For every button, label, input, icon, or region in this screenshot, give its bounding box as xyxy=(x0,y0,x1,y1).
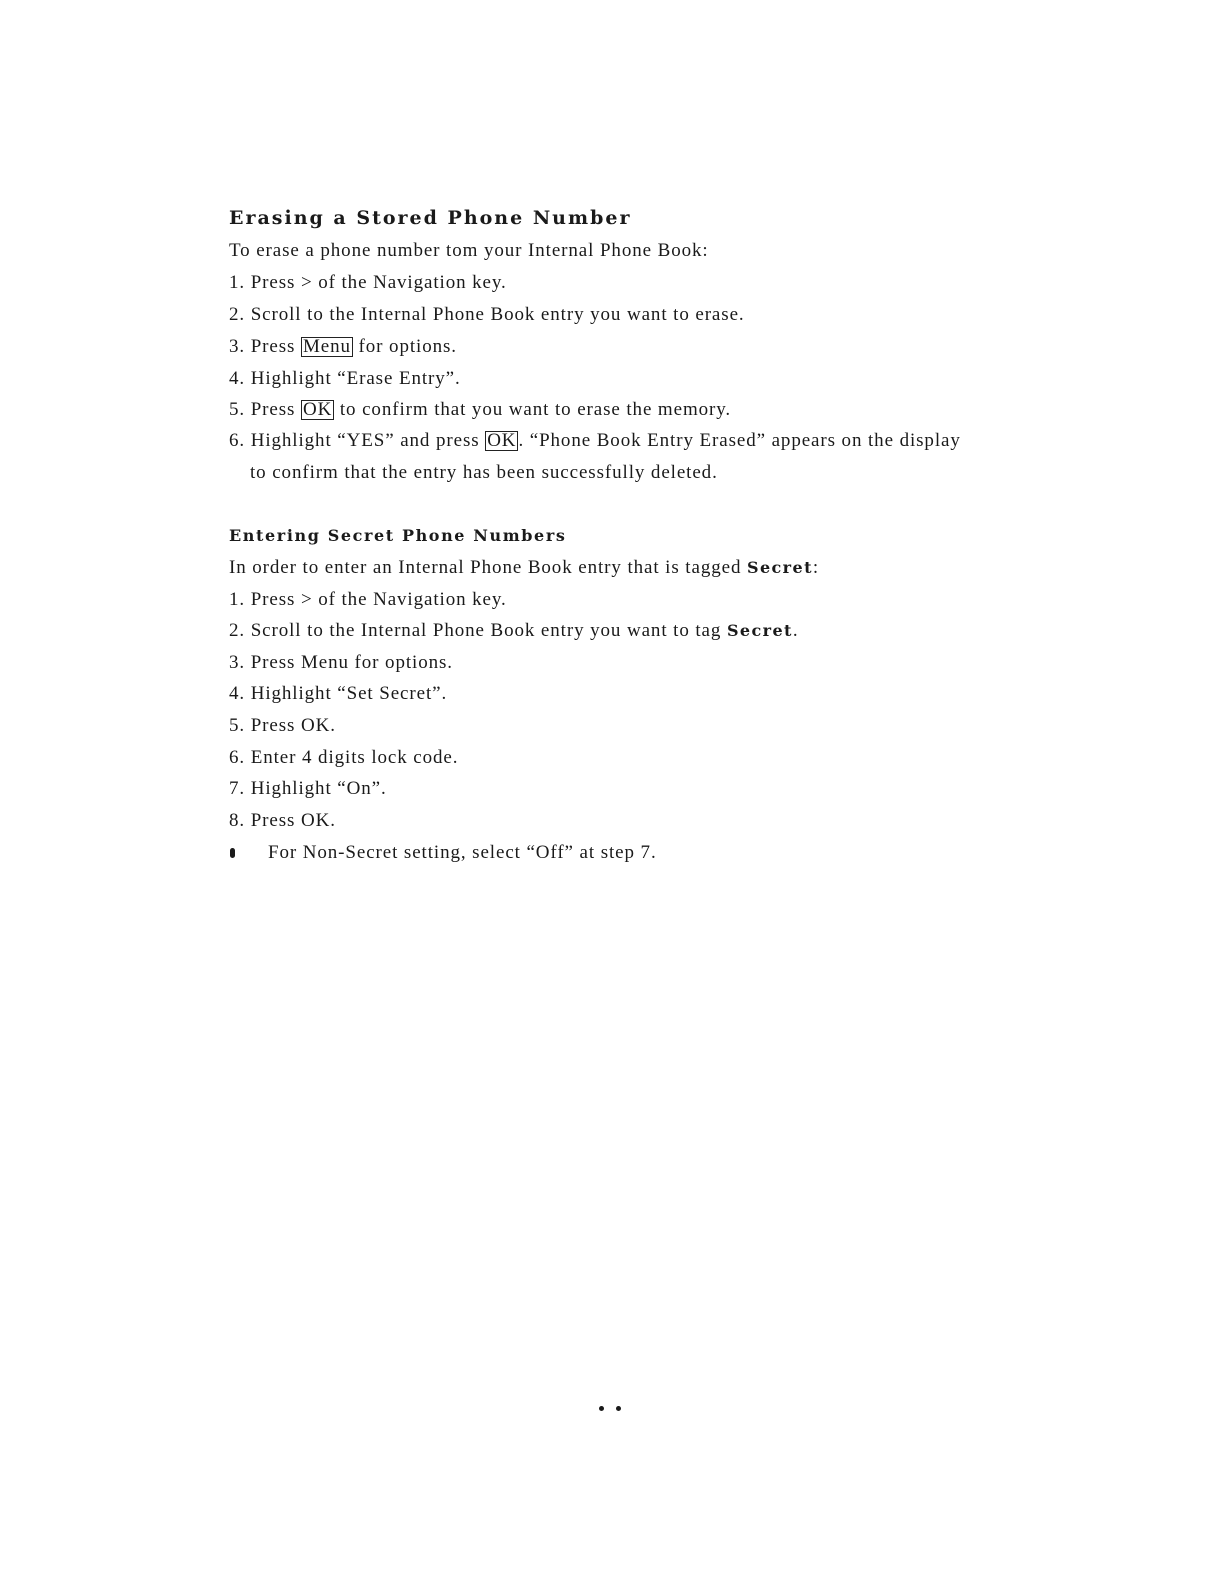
secret-step-5: 5. Press OK. xyxy=(229,715,336,736)
secret-step-7: 7. Highlight “On”. xyxy=(229,778,387,799)
erase-step-5-prefix: 5. Press xyxy=(229,399,301,420)
bullet-icon xyxy=(230,848,235,858)
erase-step-3 xyxy=(229,336,457,358)
secret-intro xyxy=(229,557,819,579)
secret-step-2-suffix: . xyxy=(792,620,799,641)
erase-step-3-prefix: 3. Press xyxy=(229,336,301,357)
page-footer-dots xyxy=(597,1406,627,1414)
footer-dot-icon xyxy=(616,1406,621,1411)
secret-step-8: 8. Press OK. xyxy=(229,810,336,831)
erase-step-5 xyxy=(229,399,731,421)
menu-key-label: Menu xyxy=(302,336,351,357)
erase-step-3-suffix: for options. xyxy=(352,336,457,357)
erase-step-4: 4. Highlight “Erase Entry”. xyxy=(229,368,461,389)
secret-intro-suffix: : xyxy=(812,557,820,578)
secret-step-2-bold: Secret xyxy=(726,621,793,640)
section-heading-erasing: Erasing a Stored Phone Number xyxy=(229,207,632,229)
erase-step-1: 1. Press > of the Navigation key. xyxy=(229,272,507,293)
secret-step-2-prefix: 2. Scroll to the Internal Phone Book entry you want to tag xyxy=(229,620,727,641)
erase-step-6-suffix: . “Phone Book Entry Erased” appears on the display xyxy=(518,430,961,451)
erase-step-5-suffix: to confirm that you want to erase the memory. xyxy=(334,399,732,420)
erase-step-6-prefix: 6. Highlight “YES” and press xyxy=(229,430,486,451)
secret-note: For Non-Secret setting, select “Off” at step 7. xyxy=(268,842,657,863)
erase-intro: To erase a phone number tom your Internal Phone Book: xyxy=(229,240,709,261)
footer-dot-icon xyxy=(599,1406,604,1411)
secret-intro-bold: Secret xyxy=(747,558,813,577)
secret-step-1: 1. Press > of the Navigation key. xyxy=(229,589,507,610)
ok-key-label: OK xyxy=(302,399,333,420)
ok-key-label: OK xyxy=(487,430,517,451)
secret-step-4: 4. Highlight “Set Secret”. xyxy=(229,683,448,704)
secret-step-2 xyxy=(229,620,799,642)
secret-step-6: 6. Enter 4 digits lock code. xyxy=(229,747,459,768)
secret-intro-prefix: In order to enter an Internal Phone Book entry that is tagged xyxy=(229,557,747,578)
erase-step-6-continuation: to confirm that the entry has been successfully deleted. xyxy=(250,462,718,483)
erase-step-2: 2. Scroll to the Internal Phone Book entry you want to erase. xyxy=(229,304,745,325)
erase-step-6 xyxy=(229,430,961,452)
section-heading-secret: Entering Secret Phone Numbers xyxy=(229,526,567,545)
secret-step-3: 3. Press Menu for options. xyxy=(229,652,453,673)
